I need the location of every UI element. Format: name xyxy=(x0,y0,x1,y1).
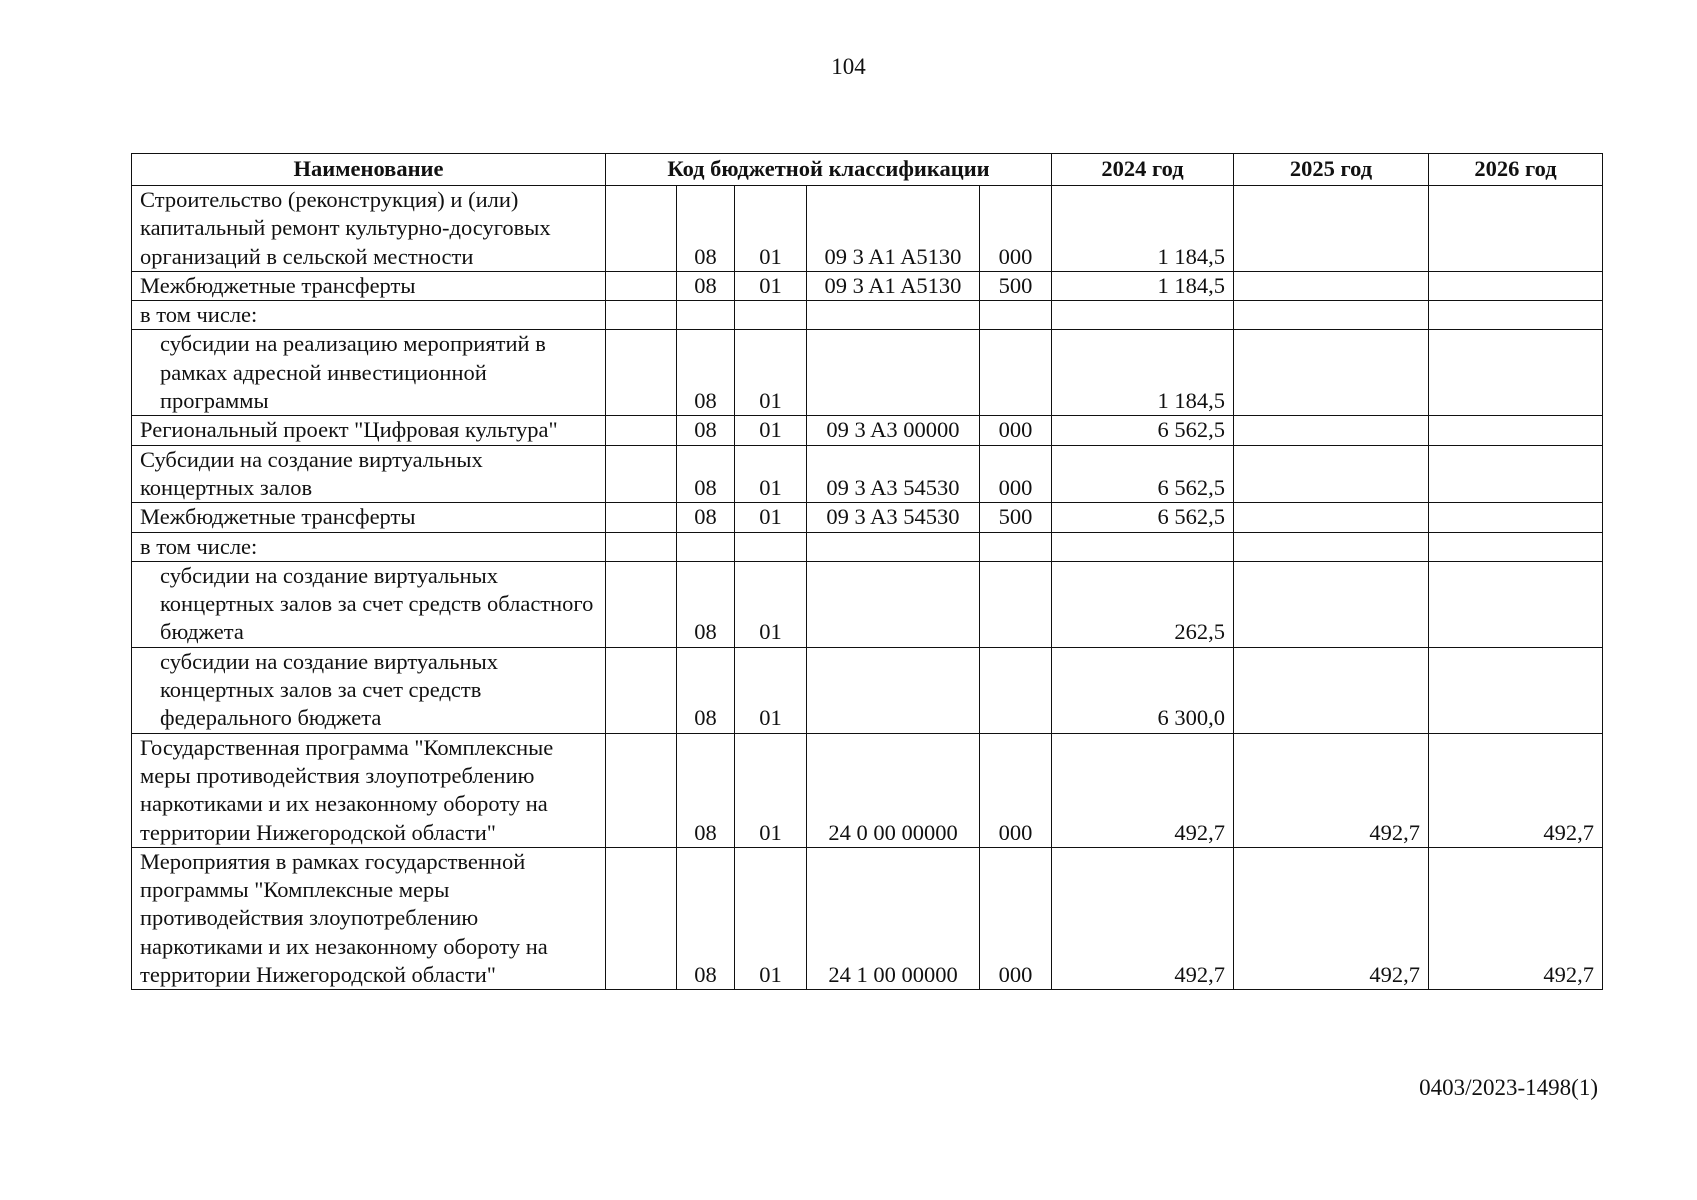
row-value-2025 xyxy=(1234,271,1429,300)
row-subsection-code: 01 xyxy=(735,847,807,989)
row-expense-type-code: 000 xyxy=(980,186,1052,272)
row-value-2025 xyxy=(1234,416,1429,445)
row-name: Строительство (реконструкция) и (или) капитальный ремонт культурно-досуговых организаций в сельской местности xyxy=(132,186,606,272)
table-header-row xyxy=(132,154,1603,186)
row-blank xyxy=(606,503,677,532)
table-row xyxy=(132,503,1603,532)
row-subsection-code xyxy=(735,532,807,561)
row-expense-type-code xyxy=(980,330,1052,416)
row-value-2026 xyxy=(1429,532,1603,561)
row-value-2026: 492,7 xyxy=(1429,733,1603,847)
row-value-2025 xyxy=(1234,532,1429,561)
row-target-article-code: 09 3 A3 54530 xyxy=(807,503,980,532)
table-row xyxy=(132,445,1603,503)
row-value-2024: 492,7 xyxy=(1052,847,1234,989)
row-subsection-code: 01 xyxy=(735,503,807,532)
page-number: 104 xyxy=(831,54,866,79)
row-name: Межбюджетные трансферты xyxy=(132,503,606,532)
row-subsection-code: 01 xyxy=(735,445,807,503)
row-name: Межбюджетные трансферты xyxy=(132,271,606,300)
row-blank xyxy=(606,186,677,272)
row-blank xyxy=(606,416,677,445)
row-name: субсидии на реализацию мероприятий в рамках адресной инвестиционной программы xyxy=(132,330,606,416)
row-expense-type-code: 000 xyxy=(980,733,1052,847)
row-expense-type-code: 000 xyxy=(980,847,1052,989)
row-blank xyxy=(606,532,677,561)
row-target-article-code xyxy=(807,561,980,647)
row-target-article-code: 09 3 A1 A5130 xyxy=(807,186,980,272)
row-target-article-code: 24 1 00 00000 xyxy=(807,847,980,989)
row-blank xyxy=(606,271,677,300)
row-blank xyxy=(606,330,677,416)
row-target-article-code xyxy=(807,301,980,330)
row-value-2026 xyxy=(1429,445,1603,503)
row-value-2026 xyxy=(1429,271,1603,300)
table-row xyxy=(132,561,1603,647)
row-target-article-code xyxy=(807,330,980,416)
table-row xyxy=(132,733,1603,847)
row-section-code: 08 xyxy=(677,647,735,733)
row-subsection-code: 01 xyxy=(735,271,807,300)
row-value-2024: 262,5 xyxy=(1052,561,1234,647)
table-row xyxy=(132,271,1603,300)
header-2026: 2026 год xyxy=(1429,154,1603,186)
row-expense-type-code xyxy=(980,532,1052,561)
row-subsection-code: 01 xyxy=(735,733,807,847)
row-expense-type-code xyxy=(980,561,1052,647)
row-section-code: 08 xyxy=(677,561,735,647)
row-value-2026 xyxy=(1429,301,1603,330)
row-subsection-code: 01 xyxy=(735,561,807,647)
row-value-2026: 492,7 xyxy=(1429,847,1603,989)
row-value-2026 xyxy=(1429,186,1603,272)
row-name: Государственная программа "Комплексные меры противодействия злоупотреблению наркотиками и их незаконному обороту на территории Нижегородской области" xyxy=(132,733,606,847)
row-value-2025 xyxy=(1234,301,1429,330)
row-expense-type-code: 000 xyxy=(980,416,1052,445)
header-2025: 2025 год xyxy=(1234,154,1429,186)
row-blank xyxy=(606,561,677,647)
row-value-2024: 1 184,5 xyxy=(1052,330,1234,416)
row-subsection-code: 01 xyxy=(735,330,807,416)
row-section-code xyxy=(677,301,735,330)
row-expense-type-code: 500 xyxy=(980,271,1052,300)
row-subsection-code: 01 xyxy=(735,647,807,733)
row-value-2024: 492,7 xyxy=(1052,733,1234,847)
table-row xyxy=(132,647,1603,733)
row-target-article-code xyxy=(807,647,980,733)
row-section-code: 08 xyxy=(677,186,735,272)
table-row xyxy=(132,532,1603,561)
row-value-2025 xyxy=(1234,647,1429,733)
row-target-article-code xyxy=(807,532,980,561)
row-blank xyxy=(606,733,677,847)
row-target-article-code: 09 3 A1 A5130 xyxy=(807,271,980,300)
row-blank xyxy=(606,301,677,330)
row-value-2026 xyxy=(1429,561,1603,647)
header-budget-code: Код бюджетной классификации xyxy=(606,154,1052,186)
table-row xyxy=(132,847,1603,989)
row-value-2024: 6 300,0 xyxy=(1052,647,1234,733)
row-value-2025 xyxy=(1234,330,1429,416)
table-row xyxy=(132,186,1603,272)
row-blank xyxy=(606,847,677,989)
row-section-code: 08 xyxy=(677,271,735,300)
row-subsection-code: 01 xyxy=(735,416,807,445)
row-value-2024: 1 184,5 xyxy=(1052,271,1234,300)
row-value-2024: 6 562,5 xyxy=(1052,416,1234,445)
row-target-article-code: 09 3 A3 54530 xyxy=(807,445,980,503)
row-name: Региональный проект "Цифровая культура" xyxy=(132,416,606,445)
row-target-article-code: 09 3 A3 00000 xyxy=(807,416,980,445)
row-value-2025: 492,7 xyxy=(1234,847,1429,989)
row-section-code: 08 xyxy=(677,330,735,416)
row-value-2026 xyxy=(1429,647,1603,733)
row-value-2024: 1 184,5 xyxy=(1052,186,1234,272)
row-name: Субсидии на создание виртуальных концертных залов xyxy=(132,445,606,503)
row-value-2026 xyxy=(1429,330,1603,416)
row-name: субсидии на создание виртуальных концертных залов за счет средств областного бюджета xyxy=(132,561,606,647)
row-blank xyxy=(606,445,677,503)
row-value-2025 xyxy=(1234,503,1429,532)
row-section-code: 08 xyxy=(677,733,735,847)
row-value-2026 xyxy=(1429,416,1603,445)
row-subsection-code xyxy=(735,301,807,330)
row-target-article-code: 24 0 00 00000 xyxy=(807,733,980,847)
row-expense-type-code xyxy=(980,647,1052,733)
table-row xyxy=(132,416,1603,445)
row-expense-type-code xyxy=(980,301,1052,330)
row-value-2024: 6 562,5 xyxy=(1052,445,1234,503)
row-section-code: 08 xyxy=(677,503,735,532)
budget-table xyxy=(131,153,1603,990)
header-2024: 2024 год xyxy=(1052,154,1234,186)
row-blank xyxy=(606,647,677,733)
document-registration-code: 0403/2023-1498(1) xyxy=(1419,1075,1598,1100)
row-name: субсидии на создание виртуальных концертных залов за счет средств федерального бюджета xyxy=(132,647,606,733)
row-section-code: 08 xyxy=(677,847,735,989)
header-name: Наименование xyxy=(132,154,606,186)
row-name: в том числе: xyxy=(132,532,606,561)
row-value-2024: 6 562,5 xyxy=(1052,503,1234,532)
row-section-code: 08 xyxy=(677,416,735,445)
row-expense-type-code: 500 xyxy=(980,503,1052,532)
row-subsection-code: 01 xyxy=(735,186,807,272)
table-row xyxy=(132,330,1603,416)
table-row xyxy=(132,301,1603,330)
row-expense-type-code: 000 xyxy=(980,445,1052,503)
row-value-2025 xyxy=(1234,445,1429,503)
row-value-2024 xyxy=(1052,301,1234,330)
row-name: в том числе: xyxy=(132,301,606,330)
row-value-2025 xyxy=(1234,186,1429,272)
row-section-code xyxy=(677,532,735,561)
row-section-code: 08 xyxy=(677,445,735,503)
row-value-2025 xyxy=(1234,561,1429,647)
row-value-2025: 492,7 xyxy=(1234,733,1429,847)
row-name: Мероприятия в рамках государственной программы "Комплексные меры противодействия злоупотреблению наркотиками и их незаконному обороту на территории Нижегородской области" xyxy=(132,847,606,989)
row-value-2024 xyxy=(1052,532,1234,561)
row-value-2026 xyxy=(1429,503,1603,532)
